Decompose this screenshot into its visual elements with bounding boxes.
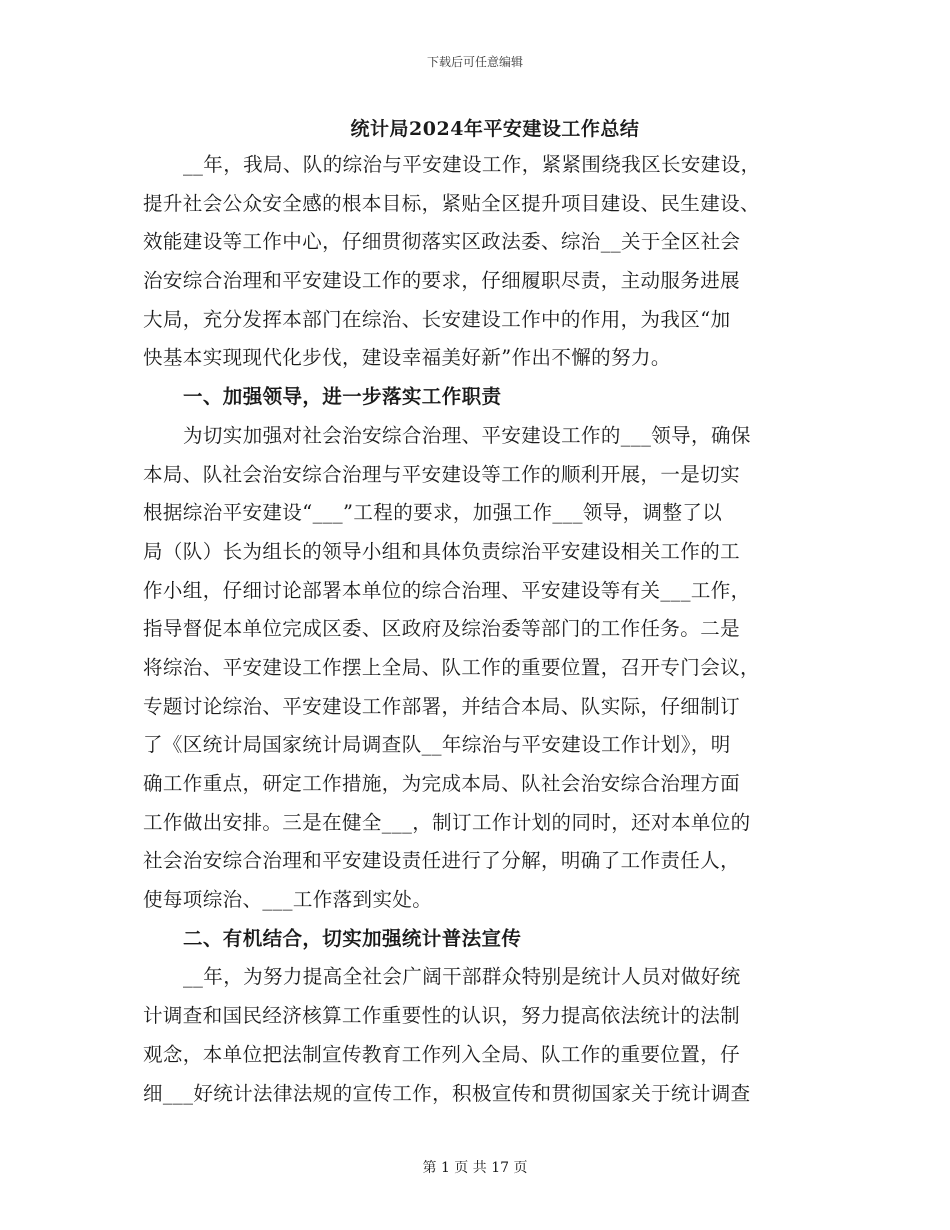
paragraph-line: 根据综治平安建设“___”工程的要求，加强工作___领导，调整了以 — [143, 501, 723, 525]
paragraph-line: 社会治安综合治理和平安建设责任进行了分解，明确了工作责任人， — [143, 849, 741, 873]
paragraph-line: __年，为努力提高全社会广阔干部群众特别是统计人员对做好统 — [183, 965, 741, 989]
paragraph-line: 作小组，仔细讨论部署本单位的综合治理、平安建设等有关___工作， — [143, 578, 751, 602]
paragraph-line: 使每项综治、___工作落到实处。 — [143, 888, 433, 912]
paragraph-line: 效能建设等工作中心，仔细贯彻落实区政法委、综治__关于全区社会 — [143, 230, 741, 254]
paragraph-line: 治安综合治理和平安建设工作的要求，仔细履职尽责，主动服务进展 — [143, 269, 741, 293]
paragraph-line: __年，我局、队的综治与平安建设工作，紧紧围绕我区长安建设， — [183, 153, 761, 176]
paragraph-line: 观念，本单位把法制宣传教育工作列入全局、队工作的重要位置，仔 — [143, 1042, 741, 1066]
paragraph-line: 工作做出安排。三是在健全___，制订工作计划的同时，还对本单位的 — [143, 810, 751, 834]
document-title: 统计局2024年平安建设工作总结 — [350, 118, 640, 140]
paragraph-line: 为切实加强对社会治安综合治理、平安建设工作的___领导，确保 — [183, 423, 751, 447]
paragraph-line: 指导督促本单位完成区委、区政府及综治委等部门的工作任务。二是 — [143, 617, 741, 641]
page-number: 第 1 页 共 17 页 — [422, 1160, 528, 1176]
header-note: 下载后可任意编辑 — [426, 55, 523, 69]
section-heading-1: 一、加强领导，进一步落实工作职责 — [183, 385, 502, 409]
paragraph-line: 专题讨论综治、平安建设工作部署，并结合本局、队实际，仔细制订 — [143, 694, 741, 718]
paragraph-line: 提升社会公众安全感的根本目标，紧贴全区提升项目建设、民生建设、 — [143, 191, 760, 215]
section-heading-2: 二、有机结合，切实加强统计普法宣传 — [183, 926, 522, 950]
paragraph-line: 将综治、平安建设工作摆上全局、队工作的重要位置，召开专门会议， — [143, 655, 760, 679]
paragraph-line: 细___好统计法律法规的宣传工作，积极宣传和贯彻国家关于统计调查 — [143, 1081, 751, 1105]
paragraph-line: 本局、队社会治安综合治理与平安建设等工作的顺利开展，一是切实 — [143, 462, 741, 486]
paragraph-line: 局（队）长为组长的领导小组和具体负责综治平安建设相关工作的工 — [143, 539, 741, 563]
paragraph-line: 计调查和国民经济核算工作重要性的认识，努力提高依法统计的法制 — [143, 1004, 741, 1028]
paragraph-line: 快基本实现现代化步伐，建设幸福美好新”作出不懈的努力。 — [143, 346, 671, 370]
paragraph-line: 大局，充分发挥本部门在综治、长安建设工作中的作用，为我区“加 — [143, 307, 731, 331]
paragraph-line: 了《区统计局国家统计局调查队__年综治与平安建设工作计划》，明 — [143, 733, 731, 757]
document-body — [143, 146, 807, 1113]
paragraph-line: 确工作重点，研定工作措施，为完成本局、队社会治安综合治理方面 — [143, 772, 741, 795]
